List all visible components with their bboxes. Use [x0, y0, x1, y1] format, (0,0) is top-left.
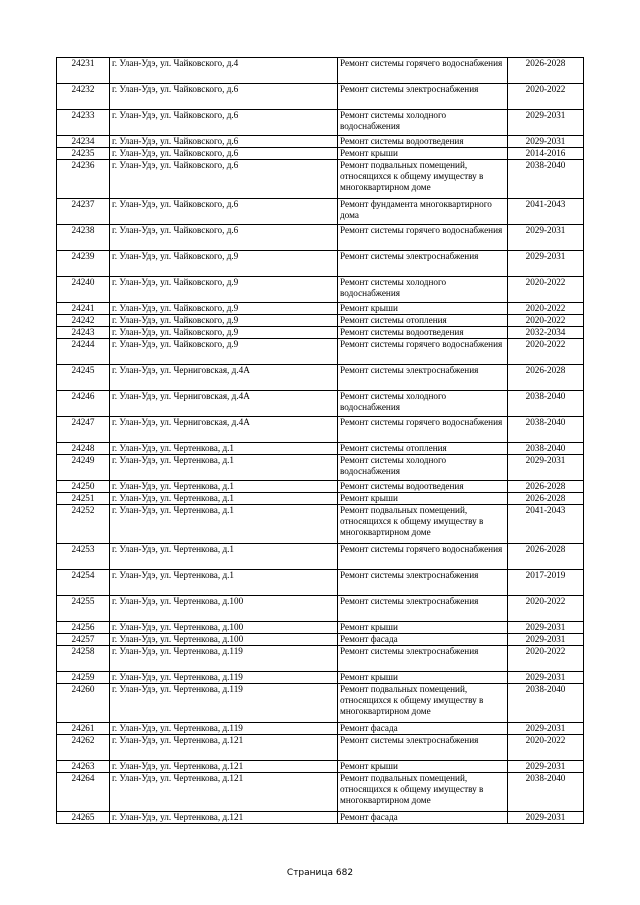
period-cell: 2029-2031: [508, 622, 584, 634]
page-number: Страница 682: [286, 868, 354, 878]
table-row: [57, 365, 584, 391]
work-type-cell: Ремонт системы электроснабжения: [338, 84, 508, 110]
row-number-cell: 24264: [57, 773, 110, 812]
address-cell: г. Улан-Удэ, ул. Чертенкова, д.100: [110, 634, 338, 646]
address-cell: г. Улан-Удэ, ул. Чертенкова, д.119: [110, 646, 338, 672]
work-type-cell: Ремонт системы электроснабжения: [338, 596, 508, 622]
period-cell: 2017-2019: [508, 570, 584, 596]
period-cell: 2014-2016: [508, 148, 584, 160]
work-type-cell: Ремонт крыши: [338, 672, 508, 684]
address-cell: г. Улан-Удэ, ул. Чертенкова, д.119: [110, 723, 338, 735]
table-row: [57, 251, 584, 277]
work-type-cell: Ремонт системы горячего водоснабжения: [338, 225, 508, 251]
table-row: [57, 84, 584, 110]
row-number-cell: 24241: [57, 303, 110, 315]
work-type-cell: Ремонт фасада: [338, 634, 508, 646]
period-cell: 2029-2031: [508, 136, 584, 148]
row-number-cell: 24235: [57, 148, 110, 160]
address-cell: г. Улан-Удэ, ул. Чайковского, д.6: [110, 225, 338, 251]
period-cell: 2020-2022: [508, 303, 584, 315]
table-row: [57, 505, 584, 544]
work-type-cell: Ремонт фасада: [338, 812, 508, 824]
table-row: [57, 684, 584, 723]
period-cell: 2041-2043: [508, 199, 584, 225]
address-cell: г. Улан-Удэ, ул. Черниговская, д.4А: [110, 365, 338, 391]
address-cell: г. Улан-Удэ, ул. Чертенкова, д.121: [110, 735, 338, 761]
table-row: [57, 570, 584, 596]
address-cell: г. Улан-Удэ, ул. Чайковского, д.6: [110, 199, 338, 225]
work-type-cell: Ремонт системы отопления: [338, 315, 508, 327]
table-body: [57, 58, 584, 824]
table-row: [57, 455, 584, 481]
period-cell: 2020-2022: [508, 596, 584, 622]
table-row: [57, 327, 584, 339]
row-number-cell: 24232: [57, 84, 110, 110]
address-cell: г. Улан-Удэ, ул. Чертенкова, д.121: [110, 761, 338, 773]
table-row: [57, 417, 584, 443]
period-cell: 2029-2031: [508, 110, 584, 136]
address-cell: г. Улан-Удэ, ул. Чайковского, д.6: [110, 136, 338, 148]
table-row: [57, 160, 584, 199]
row-number-cell: 24259: [57, 672, 110, 684]
row-number-cell: 24234: [57, 136, 110, 148]
row-number-cell: 24246: [57, 391, 110, 417]
table-row: [57, 493, 584, 505]
period-cell: 2029-2031: [508, 251, 584, 277]
row-number-cell: 24233: [57, 110, 110, 136]
work-type-cell: Ремонт системы отопления: [338, 443, 508, 455]
row-number-cell: 24240: [57, 277, 110, 303]
work-type-cell: Ремонт подвальных помещений, относящихся к общему имуществу в многоквартирном доме: [338, 773, 508, 812]
work-type-cell: Ремонт системы электроснабжения: [338, 735, 508, 761]
row-number-cell: 24239: [57, 251, 110, 277]
work-type-cell: Ремонт системы холодного водоснабжения: [338, 110, 508, 136]
work-type-cell: Ремонт подвальных помещений, относящихся к общему имуществу в многоквартирном доме: [338, 160, 508, 199]
period-cell: 2038-2040: [508, 684, 584, 723]
work-type-cell: Ремонт системы горячего водоснабжения: [338, 339, 508, 365]
work-type-cell: Ремонт системы электроснабжения: [338, 646, 508, 672]
work-type-cell: Ремонт крыши: [338, 622, 508, 634]
address-cell: г. Улан-Удэ, ул. Чертенкова, д.119: [110, 684, 338, 723]
work-type-cell: Ремонт системы горячего водоснабжения: [338, 58, 508, 84]
work-type-cell: Ремонт подвальных помещений, относящихся к общему имуществу в многоквартирном доме: [338, 684, 508, 723]
work-type-cell: Ремонт крыши: [338, 761, 508, 773]
table-row: [57, 339, 584, 365]
address-cell: г. Улан-Удэ, ул. Чертенкова, д.1: [110, 481, 338, 493]
address-cell: г. Улан-Удэ, ул. Чертенкова, д.1: [110, 544, 338, 570]
period-cell: 2038-2040: [508, 443, 584, 455]
row-number-cell: 24254: [57, 570, 110, 596]
row-number-cell: 24237: [57, 199, 110, 225]
row-number-cell: 24236: [57, 160, 110, 199]
work-type-cell: Ремонт системы горячего водоснабжения: [338, 417, 508, 443]
table-row: [57, 315, 584, 327]
address-cell: г. Улан-Удэ, ул. Чайковского, д.9: [110, 315, 338, 327]
period-cell: 2041-2043: [508, 505, 584, 544]
period-cell: 2038-2040: [508, 417, 584, 443]
period-cell: 2020-2022: [508, 339, 584, 365]
table-row: [57, 199, 584, 225]
period-cell: 2029-2031: [508, 812, 584, 824]
table-row: [57, 148, 584, 160]
address-cell: г. Улан-Удэ, ул. Чайковского, д.9: [110, 303, 338, 315]
repair-schedule-table: [56, 57, 584, 824]
work-type-cell: Ремонт системы электроснабжения: [338, 251, 508, 277]
period-cell: 2020-2022: [508, 277, 584, 303]
table-row: [57, 761, 584, 773]
table-row: [57, 136, 584, 148]
period-cell: 2038-2040: [508, 391, 584, 417]
work-type-cell: Ремонт фасада: [338, 723, 508, 735]
period-cell: 2026-2028: [508, 544, 584, 570]
row-number-cell: 24250: [57, 481, 110, 493]
address-cell: г. Улан-Удэ, ул. Чайковского, д.9: [110, 251, 338, 277]
row-number-cell: 24242: [57, 315, 110, 327]
work-type-cell: Ремонт системы холодного водоснабжения: [338, 391, 508, 417]
period-cell: 2026-2028: [508, 481, 584, 493]
work-type-cell: Ремонт крыши: [338, 303, 508, 315]
table-row: [57, 391, 584, 417]
address-cell: г. Улан-Удэ, ул. Чертенкова, д.1: [110, 505, 338, 544]
address-cell: г. Улан-Удэ, ул. Чайковского, д.6: [110, 160, 338, 199]
period-cell: 2029-2031: [508, 723, 584, 735]
address-cell: г. Улан-Удэ, ул. Черниговская, д.4А: [110, 391, 338, 417]
period-cell: 2020-2022: [508, 315, 584, 327]
table-row: [57, 773, 584, 812]
period-cell: 2038-2040: [508, 160, 584, 199]
row-number-cell: 24265: [57, 812, 110, 824]
address-cell: г. Улан-Удэ, ул. Чайковского, д.6: [110, 84, 338, 110]
table-row: [57, 544, 584, 570]
row-number-cell: 24258: [57, 646, 110, 672]
period-cell: 2029-2031: [508, 225, 584, 251]
period-cell: 2029-2031: [508, 761, 584, 773]
table-row: [57, 58, 584, 84]
address-cell: г. Улан-Удэ, ул. Чертенкова, д.100: [110, 622, 338, 634]
address-cell: г. Улан-Удэ, ул. Чертенкова, д.121: [110, 773, 338, 812]
period-cell: 2020-2022: [508, 84, 584, 110]
row-number-cell: 24247: [57, 417, 110, 443]
work-type-cell: Ремонт системы электроснабжения: [338, 365, 508, 391]
row-number-cell: 24245: [57, 365, 110, 391]
table-row: [57, 303, 584, 315]
address-cell: г. Улан-Удэ, ул. Чайковского, д.9: [110, 339, 338, 365]
address-cell: г. Улан-Удэ, ул. Чертенкова, д.119: [110, 672, 338, 684]
address-cell: г. Улан-Удэ, ул. Чертенкова, д.1: [110, 443, 338, 455]
row-number-cell: 24262: [57, 735, 110, 761]
address-cell: г. Улан-Удэ, ул. Чайковского, д.9: [110, 327, 338, 339]
row-number-cell: 24244: [57, 339, 110, 365]
work-type-cell: Ремонт системы водоотведения: [338, 136, 508, 148]
period-cell: 2038-2040: [508, 773, 584, 812]
table-row: [57, 634, 584, 646]
table-row: [57, 277, 584, 303]
table-row: [57, 225, 584, 251]
work-type-cell: Ремонт крыши: [338, 493, 508, 505]
row-number-cell: 24251: [57, 493, 110, 505]
address-cell: г. Улан-Удэ, ул. Чертенкова, д.1: [110, 570, 338, 596]
address-cell: г. Улан-Удэ, ул. Чертенкова, д.121: [110, 812, 338, 824]
period-cell: 2029-2031: [508, 634, 584, 646]
address-cell: г. Улан-Удэ, ул. Чертенкова, д.1: [110, 455, 338, 481]
table-row: [57, 735, 584, 761]
row-number-cell: 24261: [57, 723, 110, 735]
work-type-cell: Ремонт системы водоотведения: [338, 327, 508, 339]
work-type-cell: Ремонт фундамента многоквартирного дома: [338, 199, 508, 225]
period-cell: 2032-2034: [508, 327, 584, 339]
row-number-cell: 24257: [57, 634, 110, 646]
table-row: [57, 596, 584, 622]
row-number-cell: 24253: [57, 544, 110, 570]
row-number-cell: 24238: [57, 225, 110, 251]
row-number-cell: 24249: [57, 455, 110, 481]
address-cell: г. Улан-Удэ, ул. Чайковского, д.6: [110, 110, 338, 136]
address-cell: г. Улан-Удэ, ул. Чайковского, д.6: [110, 148, 338, 160]
work-type-cell: Ремонт крыши: [338, 148, 508, 160]
table-row: [57, 646, 584, 672]
table-row: [57, 622, 584, 634]
table-row: [57, 443, 584, 455]
row-number-cell: 24260: [57, 684, 110, 723]
address-cell: г. Улан-Удэ, ул. Черниговская, д.4А: [110, 417, 338, 443]
work-type-cell: Ремонт системы горячего водоснабжения: [338, 544, 508, 570]
row-number-cell: 24255: [57, 596, 110, 622]
period-cell: 2020-2022: [508, 735, 584, 761]
period-cell: 2020-2022: [508, 646, 584, 672]
period-cell: 2029-2031: [508, 455, 584, 481]
period-cell: 2026-2028: [508, 58, 584, 84]
period-cell: 2026-2028: [508, 365, 584, 391]
row-number-cell: 24243: [57, 327, 110, 339]
table-row: [57, 672, 584, 684]
row-number-cell: 24263: [57, 761, 110, 773]
period-cell: 2029-2031: [508, 672, 584, 684]
row-number-cell: 24252: [57, 505, 110, 544]
table-row: [57, 110, 584, 136]
table-row: [57, 723, 584, 735]
work-type-cell: Ремонт подвальных помещений, относящихся к общему имуществу в многоквартирном доме: [338, 505, 508, 544]
address-cell: г. Улан-Удэ, ул. Чайковского, д.4: [110, 58, 338, 84]
work-type-cell: Ремонт системы водоотведения: [338, 481, 508, 493]
work-type-cell: Ремонт системы холодного водоснабжения: [338, 455, 508, 481]
work-type-cell: Ремонт системы холодного водоснабжения: [338, 277, 508, 303]
row-number-cell: 24231: [57, 58, 110, 84]
row-number-cell: 24256: [57, 622, 110, 634]
address-cell: г. Улан-Удэ, ул. Чертенкова, д.1: [110, 493, 338, 505]
address-cell: г. Улан-Удэ, ул. Чертенкова, д.100: [110, 596, 338, 622]
address-cell: г. Улан-Удэ, ул. Чайковского, д.9: [110, 277, 338, 303]
row-number-cell: 24248: [57, 443, 110, 455]
work-type-cell: Ремонт системы электроснабжения: [338, 570, 508, 596]
table-row: [57, 481, 584, 493]
period-cell: 2026-2028: [508, 493, 584, 505]
table-row: [57, 812, 584, 824]
